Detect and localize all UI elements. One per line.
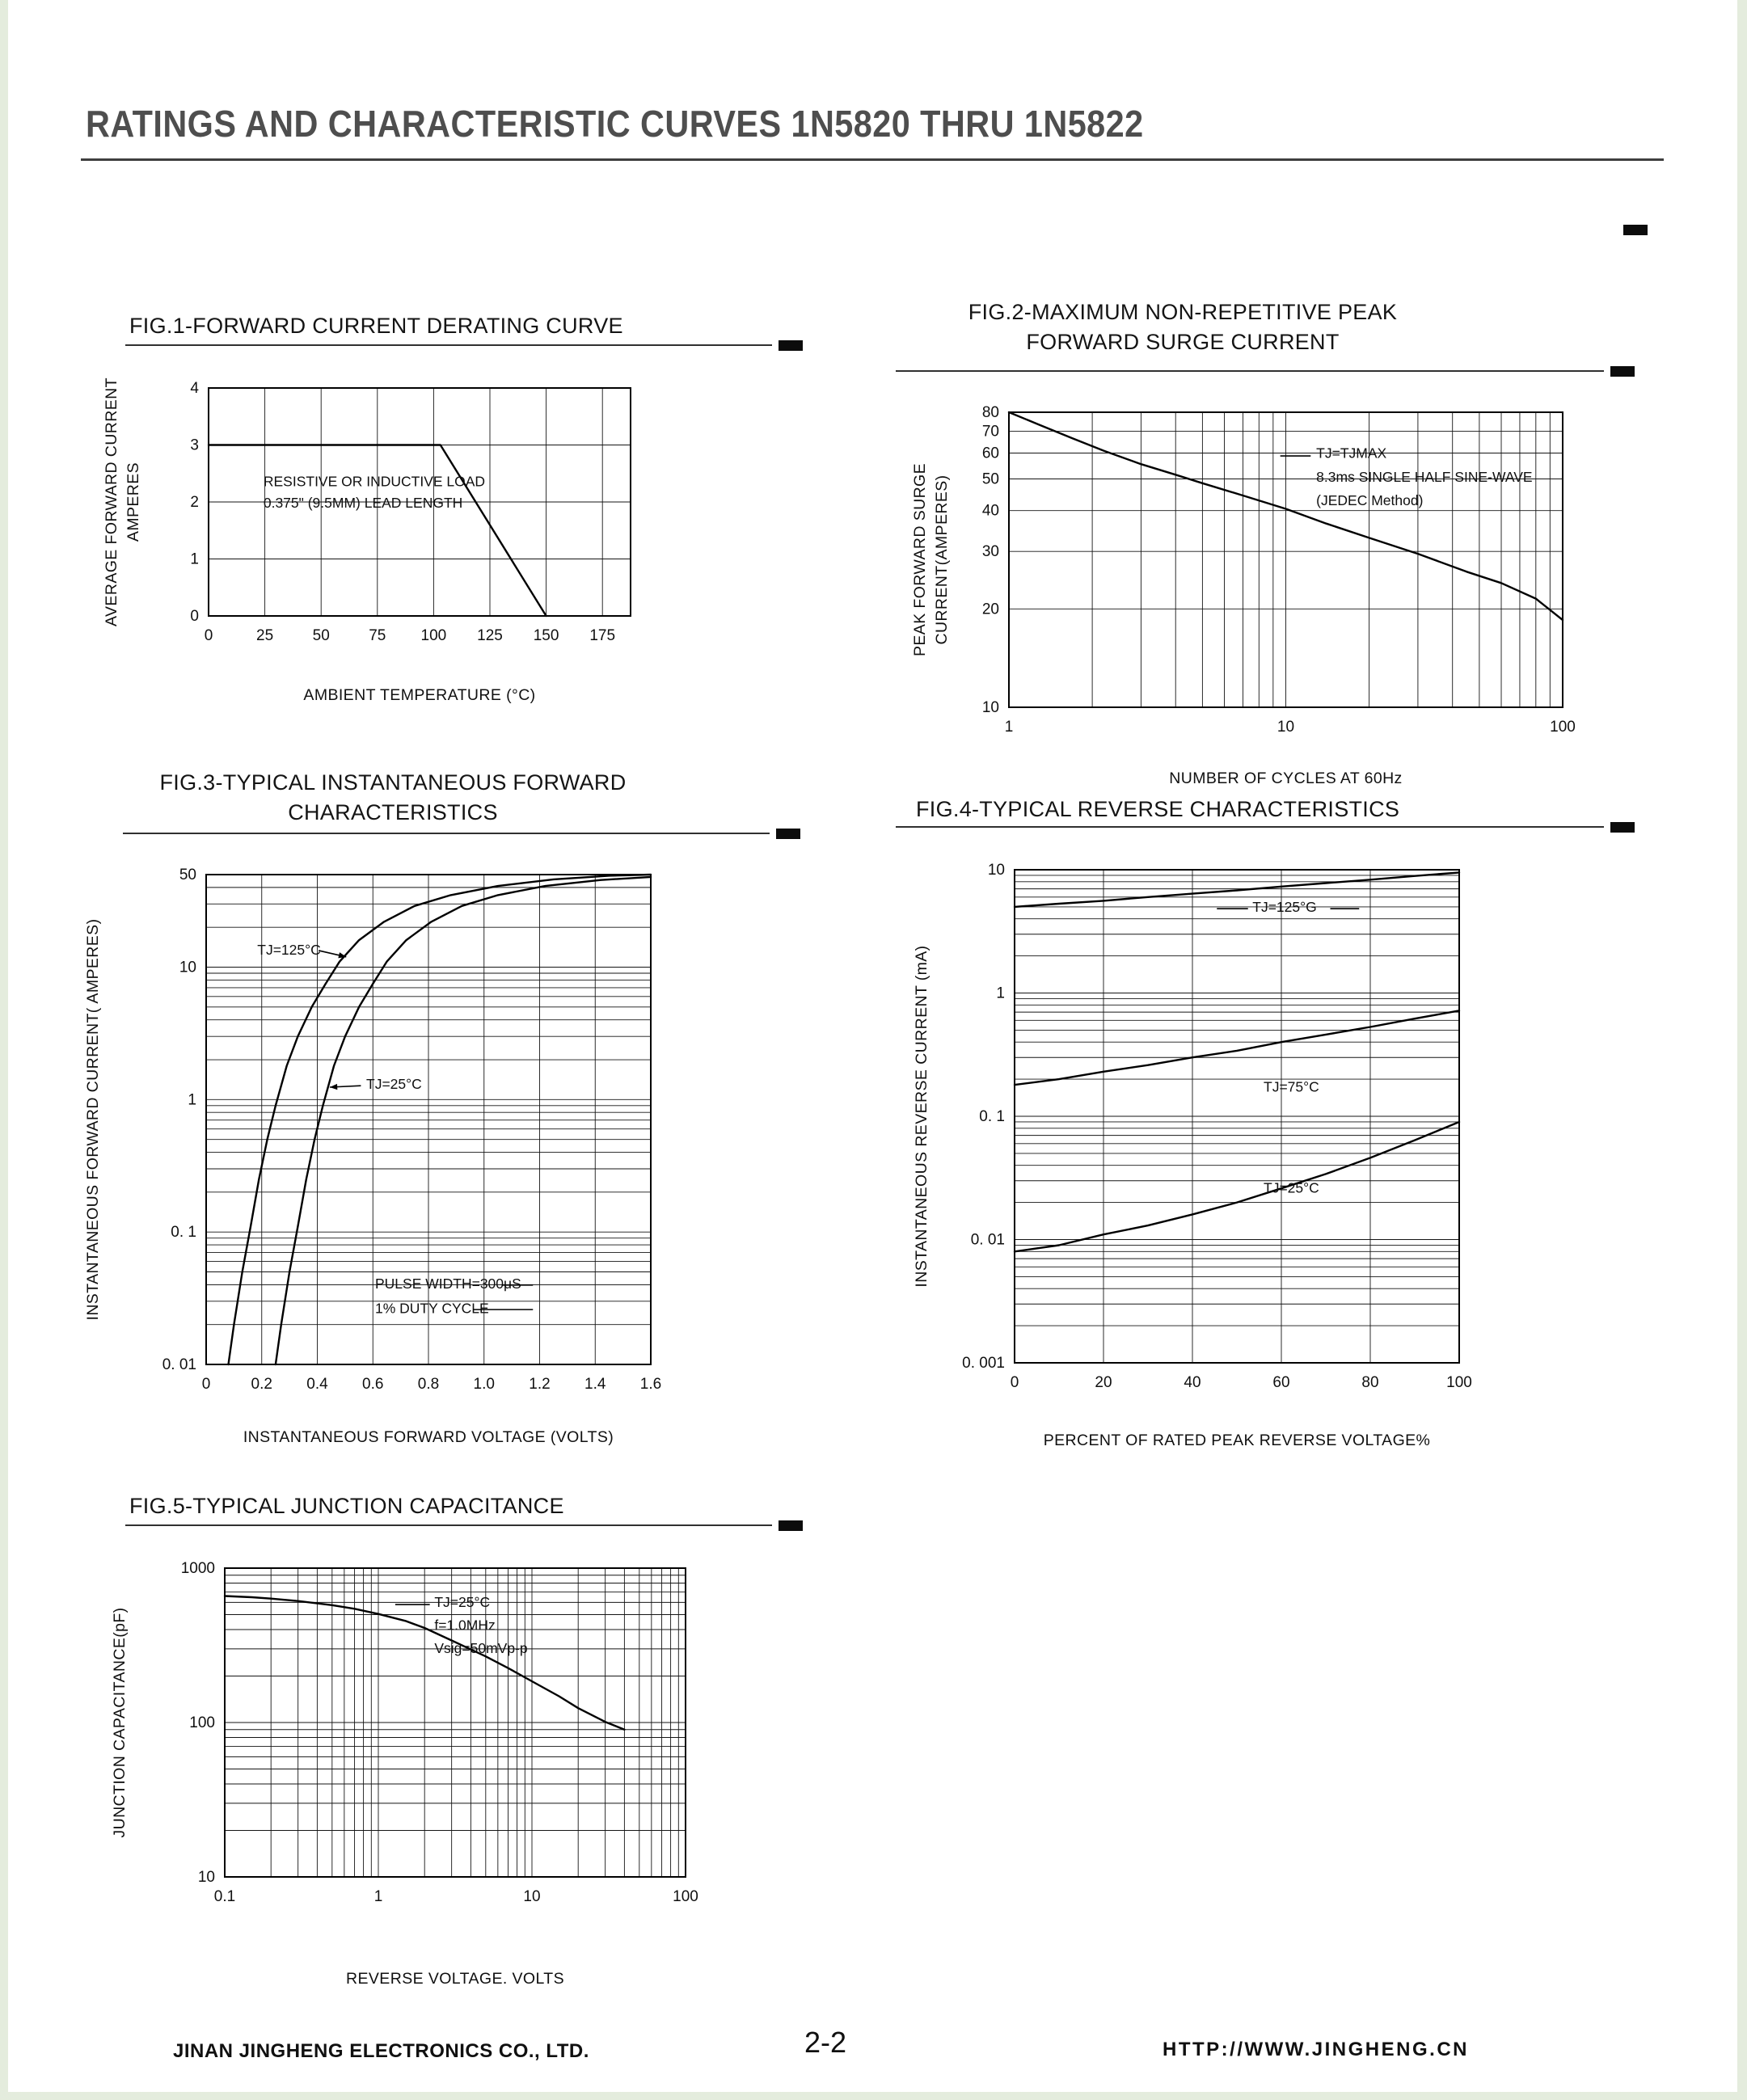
x-tick-label: 0.6	[362, 1376, 384, 1393]
y-tick-label: 0. 01	[970, 1231, 1005, 1249]
chart-annotation: TJ=75°C	[1264, 1078, 1319, 1095]
chart-annotation: f=1.0MHz	[434, 1617, 496, 1634]
series-tj-25c	[1015, 1122, 1459, 1251]
y-tick-label: 0. 001	[962, 1355, 1005, 1372]
x-tick-label: 100	[1446, 1374, 1472, 1391]
y-tick-label: 50	[981, 470, 999, 488]
y-tick-label: 1000	[180, 1560, 215, 1577]
y-axis-title: INSTANTANEOUS REVERSE CURRENT (mA)	[913, 945, 930, 1288]
x-tick-label: 20	[1095, 1374, 1112, 1391]
x-tick-label: 75	[369, 627, 386, 644]
x-tick-label: 50	[312, 627, 330, 644]
x-axis-title: REVERSE VOLTAGE. VOLTS	[346, 1970, 564, 1988]
chart-annotation: 8.3ms SINGLE HALF SINE-WAVE	[1316, 468, 1533, 485]
page-edge-bottom	[0, 2092, 1747, 2100]
x-tick-label: 0	[1010, 1374, 1019, 1391]
y-tick-label: 10	[981, 699, 999, 716]
y-tick-label: 10	[987, 862, 1005, 879]
chart-annotation: TJ=125°G	[1252, 898, 1317, 915]
y-tick-label: 0	[190, 608, 199, 625]
y-tick-label: 0. 1	[171, 1224, 196, 1242]
fig2-chart	[904, 388, 1599, 796]
y-axis-title: INSTANTANEOUS FORWARD CURRENT( AMPERES)	[84, 918, 102, 1321]
y-tick-label: 10	[197, 1869, 215, 1886]
fig3-chart	[77, 849, 707, 1455]
chart-annotation: TJ=25°C	[1264, 1179, 1319, 1196]
fig5-chart	[103, 1544, 734, 1997]
page-title: RATINGS AND CHARACTERISTIC CURVES 1N5820 THRU 1N5822	[86, 103, 1144, 145]
y-tick-label: 1	[190, 550, 199, 568]
x-tick-label: 10	[1276, 719, 1295, 736]
x-tick-label: 175	[589, 627, 616, 644]
chart-annotation: TJ=25°C	[434, 1593, 491, 1610]
y-axis-title: AMPERES	[124, 462, 142, 542]
y-tick-label: 80	[981, 404, 999, 421]
x-tick-label: 60	[1272, 1374, 1290, 1391]
chart-annotation: 0.375" (9.5MM) LEAD LENGTH	[263, 495, 463, 512]
x-tick-label: 0.4	[306, 1376, 328, 1393]
fig5-title-rule	[125, 1524, 772, 1526]
fig3-title-line1: FIG.3-TYPICAL INSTANTANEOUS FORWARD	[159, 770, 627, 795]
fig1-title: FIG.1-FORWARD CURRENT DERATING CURVE	[129, 314, 623, 338]
chart-annotation: Vsig=50mVp-p	[434, 1640, 528, 1657]
footer-company: JINAN JINGHENG ELECTRONICS CO., LTD.	[173, 2040, 589, 2062]
chart-annotation: (JEDEC Method)	[1316, 491, 1424, 508]
x-tick-label: 10	[523, 1888, 541, 1905]
x-tick-label: 1	[373, 1888, 383, 1905]
x-tick-label: 0	[201, 1376, 211, 1393]
y-tick-label: 50	[179, 867, 196, 883]
x-tick-label: 100	[1550, 719, 1576, 736]
fig2-title-line2: FORWARD SURGE CURRENT	[1026, 330, 1340, 354]
x-axis-title: INSTANTANEOUS FORWARD VOLTAGE (VOLTS)	[243, 1428, 614, 1446]
chart-annotation: RESISTIVE OR INDUCTIVE LOAD	[263, 473, 486, 490]
series-tj-125c	[1015, 872, 1459, 907]
x-tick-label: 1.0	[473, 1376, 495, 1393]
fig3-title-rule	[123, 833, 770, 834]
y-axis-title: AVERAGE FORWARD CURRENT	[103, 377, 120, 626]
fig1-title-rule	[125, 344, 772, 346]
chart-annotation: 1% DUTY CYCLE	[375, 1300, 489, 1317]
page-edge-right	[1737, 0, 1747, 2100]
x-tick-label: 1.6	[639, 1376, 662, 1393]
y-tick-label: 70	[981, 423, 999, 441]
x-tick-label: 1	[1004, 719, 1014, 736]
fig3-title-line2: CHARACTERISTICS	[288, 800, 498, 824]
x-tick-label: 100	[673, 1888, 698, 1905]
y-tick-label: 20	[981, 601, 999, 618]
y-tick-label: 30	[981, 543, 999, 561]
x-tick-label: 80	[1361, 1374, 1379, 1391]
x-tick-label: 25	[256, 627, 274, 644]
x-tick-label: 1.2	[529, 1376, 551, 1393]
fig4-title-rule	[896, 826, 1604, 828]
y-axis-title: PEAK FORWARD SURGE	[911, 462, 929, 657]
header-divider	[81, 158, 1664, 161]
fig2-title-rule	[896, 370, 1604, 372]
x-tick-label: 0	[204, 627, 213, 644]
x-axis-title: AMBIENT TEMPERATURE (°C)	[303, 686, 536, 704]
series-tj-75c	[1015, 1010, 1459, 1085]
chart-annotation: TJ=TJMAX	[1316, 445, 1387, 462]
y-axis-title: CURRENT(AMPERES)	[933, 474, 951, 645]
corner-registration-mark	[1623, 225, 1648, 235]
x-tick-label: 100	[420, 627, 447, 644]
fig4-chart	[905, 844, 1552, 1458]
y-tick-label: 1	[996, 985, 1005, 1002]
fig1-chart	[95, 365, 661, 713]
y-tick-label: 2	[190, 494, 199, 511]
y-tick-label: 1	[188, 1091, 196, 1109]
x-axis-title: PERCENT OF RATED PEAK REVERSE VOLTAGE%	[1043, 1432, 1431, 1449]
x-tick-label: 150	[533, 627, 559, 644]
y-tick-label: 100	[189, 1714, 215, 1731]
fig2-title-line1: FIG.2-MAXIMUM NON-REPETITIVE PEAK	[968, 300, 1398, 324]
y-tick-label: 0. 01	[162, 1356, 196, 1373]
x-tick-label: 0.1	[213, 1888, 236, 1905]
page-edge-left	[0, 0, 8, 2100]
fig5-title: FIG.5-TYPICAL JUNCTION CAPACITANCE	[129, 1494, 564, 1518]
y-axis-title: JUNCTION CAPACITANCE(pF)	[111, 1607, 129, 1838]
chart-annotation: TJ=125°C	[257, 941, 321, 958]
y-tick-label: 40	[981, 502, 999, 520]
chart-annotation: TJ=25°C	[366, 1075, 422, 1092]
footer-website: HTTP://WWW.JINGHENG.CN	[1163, 2039, 1469, 2060]
footer-page-number: 2-2	[804, 2026, 847, 2059]
y-tick-label: 60	[981, 445, 999, 462]
x-tick-label: 40	[1184, 1374, 1201, 1391]
y-tick-label: 0. 1	[979, 1108, 1005, 1125]
x-axis-title: NUMBER OF CYCLES AT 60Hz	[1169, 770, 1403, 787]
arrow-head	[330, 1084, 337, 1090]
x-tick-label: 0.2	[251, 1376, 272, 1393]
x-tick-label: 1.4	[584, 1376, 606, 1393]
fig4-title: FIG.4-TYPICAL REVERSE CHARACTERISTICS	[916, 797, 1400, 821]
x-tick-label: 125	[477, 627, 503, 644]
x-tick-label: 0.8	[417, 1376, 440, 1393]
y-tick-label: 4	[190, 380, 199, 397]
chart-annotation: PULSE WIDTH=300μS	[375, 1276, 521, 1292]
y-tick-label: 10	[179, 959, 196, 976]
y-tick-label: 3	[190, 436, 199, 454]
